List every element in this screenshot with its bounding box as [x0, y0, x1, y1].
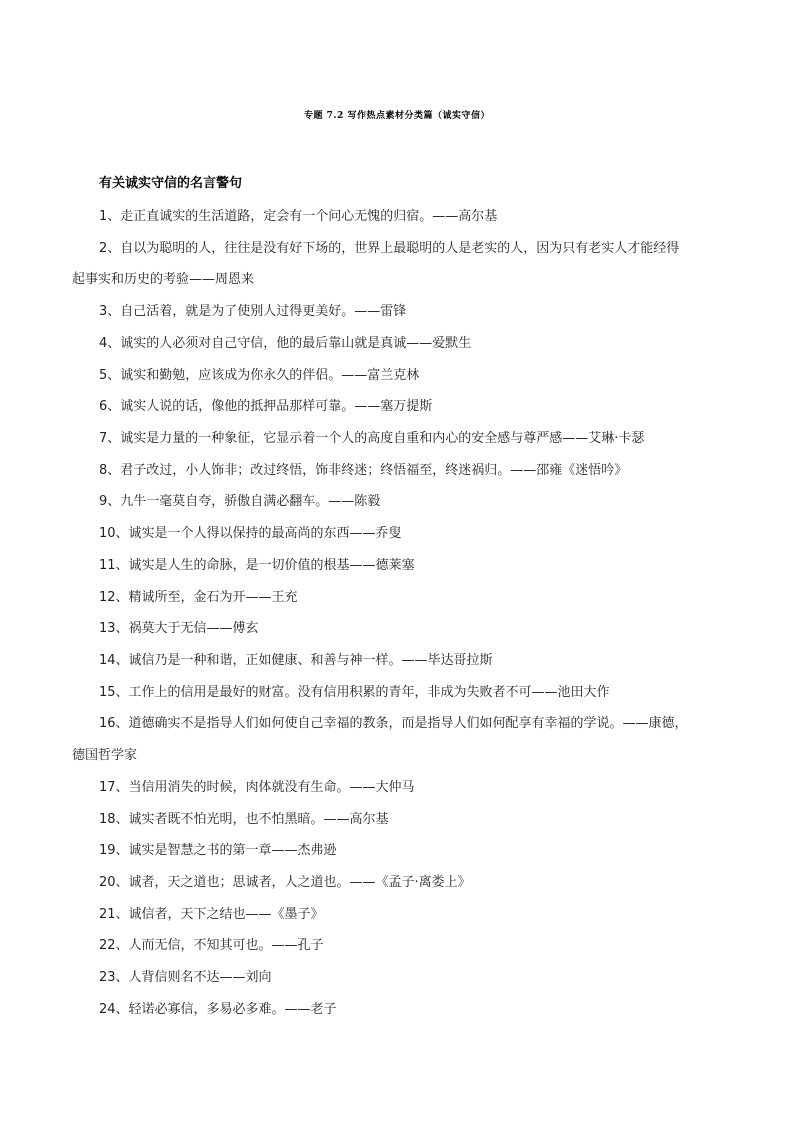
- quote-item-continuation: 起事实和历史的考验——周恩来: [72, 272, 255, 287]
- quote-item: 19、诚实是智慧之书的第一章——杰弗逊: [99, 843, 337, 858]
- quote-item: 14、诚信乃是一种和谐，正如健康、和善与神一样。——毕达哥拉斯: [99, 653, 493, 668]
- quote-item: 4、诚实的人必须对自己守信，他的最后靠山就是真诚——爱默生: [99, 336, 472, 351]
- quote-item: 18、诚实者既不怕光明，也不怕黑暗。——高尔基: [99, 812, 389, 827]
- quote-item: 9、九牛一毫莫自夸，骄傲自满必翻车。——陈毅: [99, 494, 381, 509]
- quote-item: 23、人背信则名不达——刘向: [99, 970, 272, 985]
- quote-item: 13、祸莫大于无信——傅玄: [99, 621, 259, 636]
- quote-item: 10、诚实是一个人得以保持的最高尚的东西——乔叟: [99, 526, 402, 541]
- quote-item-continuation: 德国哲学家: [72, 748, 138, 763]
- page-title: 专题 7.2 写作热点素材分类篇（诚实守信）: [304, 111, 490, 121]
- quote-item: 16、道德确实不是指导人们如何使自己幸福的教条，而是指导人们如何配享有幸福的学说。——康德，: [99, 716, 688, 731]
- quote-item: 8、君子改过，小人饰非；改过终悟，饰非终迷；终悟福至，终迷祸归。——邵雍《迷悟吟》: [99, 463, 628, 478]
- quote-item: 3、自己活着，就是为了使别人过得更美好。——雷锋: [99, 304, 407, 319]
- quote-item: 24、轻诺必寡信，多易必多难。——老子: [99, 1002, 337, 1017]
- section-heading: 有关诚实守信的名言警句: [99, 176, 243, 191]
- quote-item: 12、精诚所至，金石为开——王充: [99, 590, 298, 605]
- quote-item: 11、诚实是人生的命脉，是一切价值的根基——德莱塞: [99, 558, 415, 573]
- quote-item: 5、诚实和勤勉，应该成为你永久的伴侣。——富兰克林: [99, 368, 420, 383]
- quote-item: 1、走正直诚实的生活道路，定会有一个问心无愧的归宿。——高尔基: [99, 209, 498, 224]
- quote-item: 2、自以为聪明的人，往往是没有好下场的，世界上最聪明的人是老实的人，因为只有老实人才能经得: [99, 241, 680, 256]
- quote-item: 21、诚信者，天下之结也——《墨子》: [99, 907, 324, 922]
- quote-item: 7、诚实是力量的一种象征，它显示着一个人的高度自重和内心的安全感与尊严感——艾琳·卡瑟: [99, 431, 645, 446]
- quote-item: 20、诚者，天之道也；思诚者，人之道也。——《孟子·离娄上》: [99, 875, 471, 890]
- quote-item: 22、人而无信，不知其可也。——孔子: [99, 938, 324, 953]
- quote-item: 17、当信用消失的时候，肉体就没有生命。——大仲马: [99, 780, 415, 795]
- quote-item: 15、工作上的信用是最好的财富。没有信用积累的青年，非成为失败者不可——池田大作: [99, 685, 610, 700]
- quote-item: 6、诚实人说的话，像他的抵押品那样可靠。——塞万提斯: [99, 399, 433, 414]
